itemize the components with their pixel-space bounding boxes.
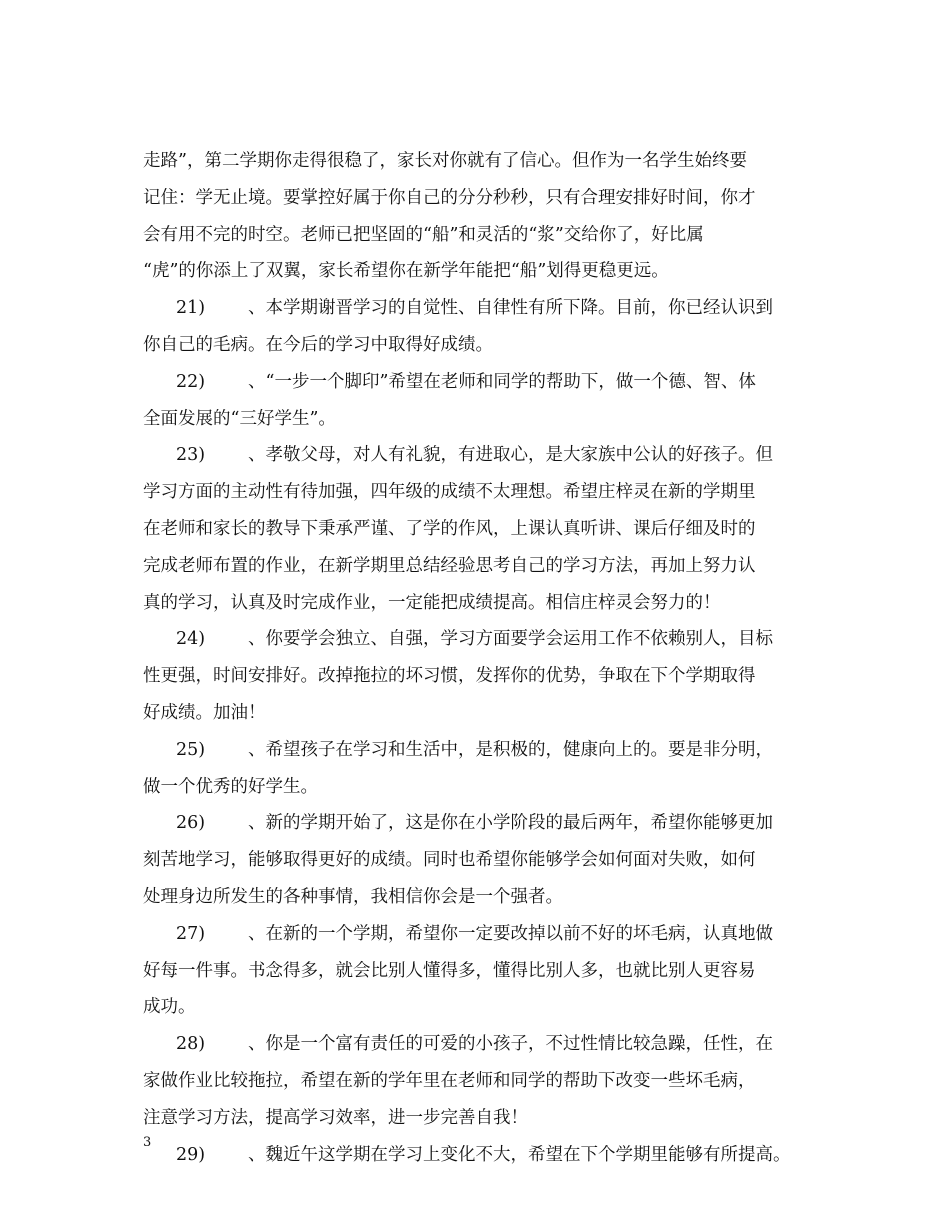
intro-paragraph	[143, 143, 815, 290]
text-line: 刻苦地学习，能够取得更好的成绩。同时也希望你能够学会如何面对失败，如何	[143, 850, 756, 871]
text-line: 成功。	[143, 997, 196, 1018]
entry-paragraph	[143, 1026, 815, 1136]
entry-first-line	[143, 290, 815, 327]
entry-number: 21)	[176, 298, 206, 319]
entry-text: 、你要学会独立、自强，学习方面要学会运用工作不依赖别人，目标	[248, 629, 773, 650]
entry-text: 、魏近午这学期在学习上变化不大，希望在下个学期里能够有所提高。	[248, 1144, 791, 1165]
entry-paragraph	[143, 732, 815, 806]
entry-first-line	[143, 621, 815, 658]
entry-number: 24)	[176, 629, 206, 650]
entry-text: 、本学期谢晋学习的自觉性、自律性有所下降。目前，你已经认识到	[248, 298, 773, 319]
entries-list	[143, 290, 815, 1173]
entry-paragraph	[143, 1137, 815, 1174]
entry-number: 26)	[176, 813, 206, 834]
entry-number: 23)	[176, 445, 206, 466]
text-line: 处理身边所发生的各种事情，我相信你会是一个强者。	[143, 886, 563, 907]
text-line: 走路”，第二学期你走得很稳了，家长对你就有了信心。但作为一名学生始终要	[143, 151, 747, 171]
text-line: “虎”的你添上了双翼，家长希望你在新学年能把“船”划得更稳更远。	[143, 261, 669, 282]
text-line: 在老师和家长的教导下秉承严谨、了学的作风，上课认真听讲、课后仔细及时的	[143, 518, 756, 539]
entry-paragraph	[143, 916, 815, 1026]
entry-first-line	[143, 916, 815, 953]
document-body	[143, 143, 815, 1173]
entry-first-line	[143, 437, 815, 474]
text-line: 会有用不完的时空。老师已把坚固的“船”和灵活的“浆”交给你了，好比属	[143, 224, 704, 245]
text-line: 好每一件事。书念得多，就会比别人懂得多，懂得比别人多，也就比别人更容易	[143, 960, 756, 981]
text-line: 做一个优秀的好学生。	[143, 776, 318, 797]
entry-text: 、希望孩子在学习和生活中，是积极的，健康向上的。要是非分明，	[248, 739, 773, 760]
entry-text: 、新的学期开始了，这是你在小学阶段的最后两年，希望你能够更加	[248, 813, 773, 834]
text-line: 家做作业比较拖拉，希望在新的学年里在老师和同学的帮助下改变一些坏毛病，	[143, 1070, 756, 1091]
text-line: 注意学习方法，提高学习效率，进一步完善自我！	[143, 1107, 528, 1128]
entry-text: 、“一步一个脚印”希望在老师和同学的帮助下，做一个德、智、体	[248, 371, 756, 392]
entry-first-line	[143, 364, 815, 401]
entry-paragraph	[143, 437, 815, 621]
entry-paragraph	[143, 290, 815, 364]
entry-first-line	[143, 1137, 815, 1174]
text-line: 记住：学无止境。要掌控好属于你自己的分分秒秒，只有合理安排好时间，你才	[143, 187, 756, 208]
entry-number: 27)	[176, 923, 206, 944]
text-line: 学习方面的主动性有待加强，四年级的成绩不太理想。希望庄梓灵在新的学期里	[143, 482, 756, 503]
text-line: 好成绩。加油！	[143, 702, 266, 723]
page-number: 3	[143, 1135, 152, 1150]
entry-text: 、在新的一个学期，希望你一定要改掉以前不好的坏毛病，认真地做	[248, 923, 773, 944]
entry-number: 25)	[176, 739, 206, 760]
entry-first-line	[143, 732, 815, 769]
entry-number: 28)	[176, 1034, 206, 1055]
entry-first-line	[143, 805, 815, 842]
text-line: 真的学习，认真及时完成作业，一定能把成绩提高。相信庄梓灵会努力的！	[143, 592, 721, 613]
entry-paragraph	[143, 621, 815, 731]
text-line: 全面发展的“三好学生”。	[143, 408, 336, 429]
text-line: 完成老师布置的作业，在新学期里总结经验思考自己的学习方法，再加上努力认	[143, 555, 756, 576]
entry-paragraph	[143, 364, 815, 438]
entry-paragraph	[143, 805, 815, 915]
entry-number: 22)	[176, 371, 206, 392]
entry-number: 29)	[176, 1144, 206, 1165]
entry-text: 、孝敬父母，对人有礼貌，有进取心，是大家族中公认的好孩子。但	[248, 445, 773, 466]
text-line: 你自己的毛病。在今后的学习中取得好成绩。	[143, 334, 493, 355]
entry-first-line	[143, 1026, 815, 1063]
text-line: 性更强，时间安排好。改掉拖拉的坏习惯，发挥你的优势，争取在下个学期取得	[143, 666, 756, 687]
entry-text: 、你是一个富有责任的可爱的小孩子，不过性情比较急躁，任性，在	[248, 1034, 773, 1055]
